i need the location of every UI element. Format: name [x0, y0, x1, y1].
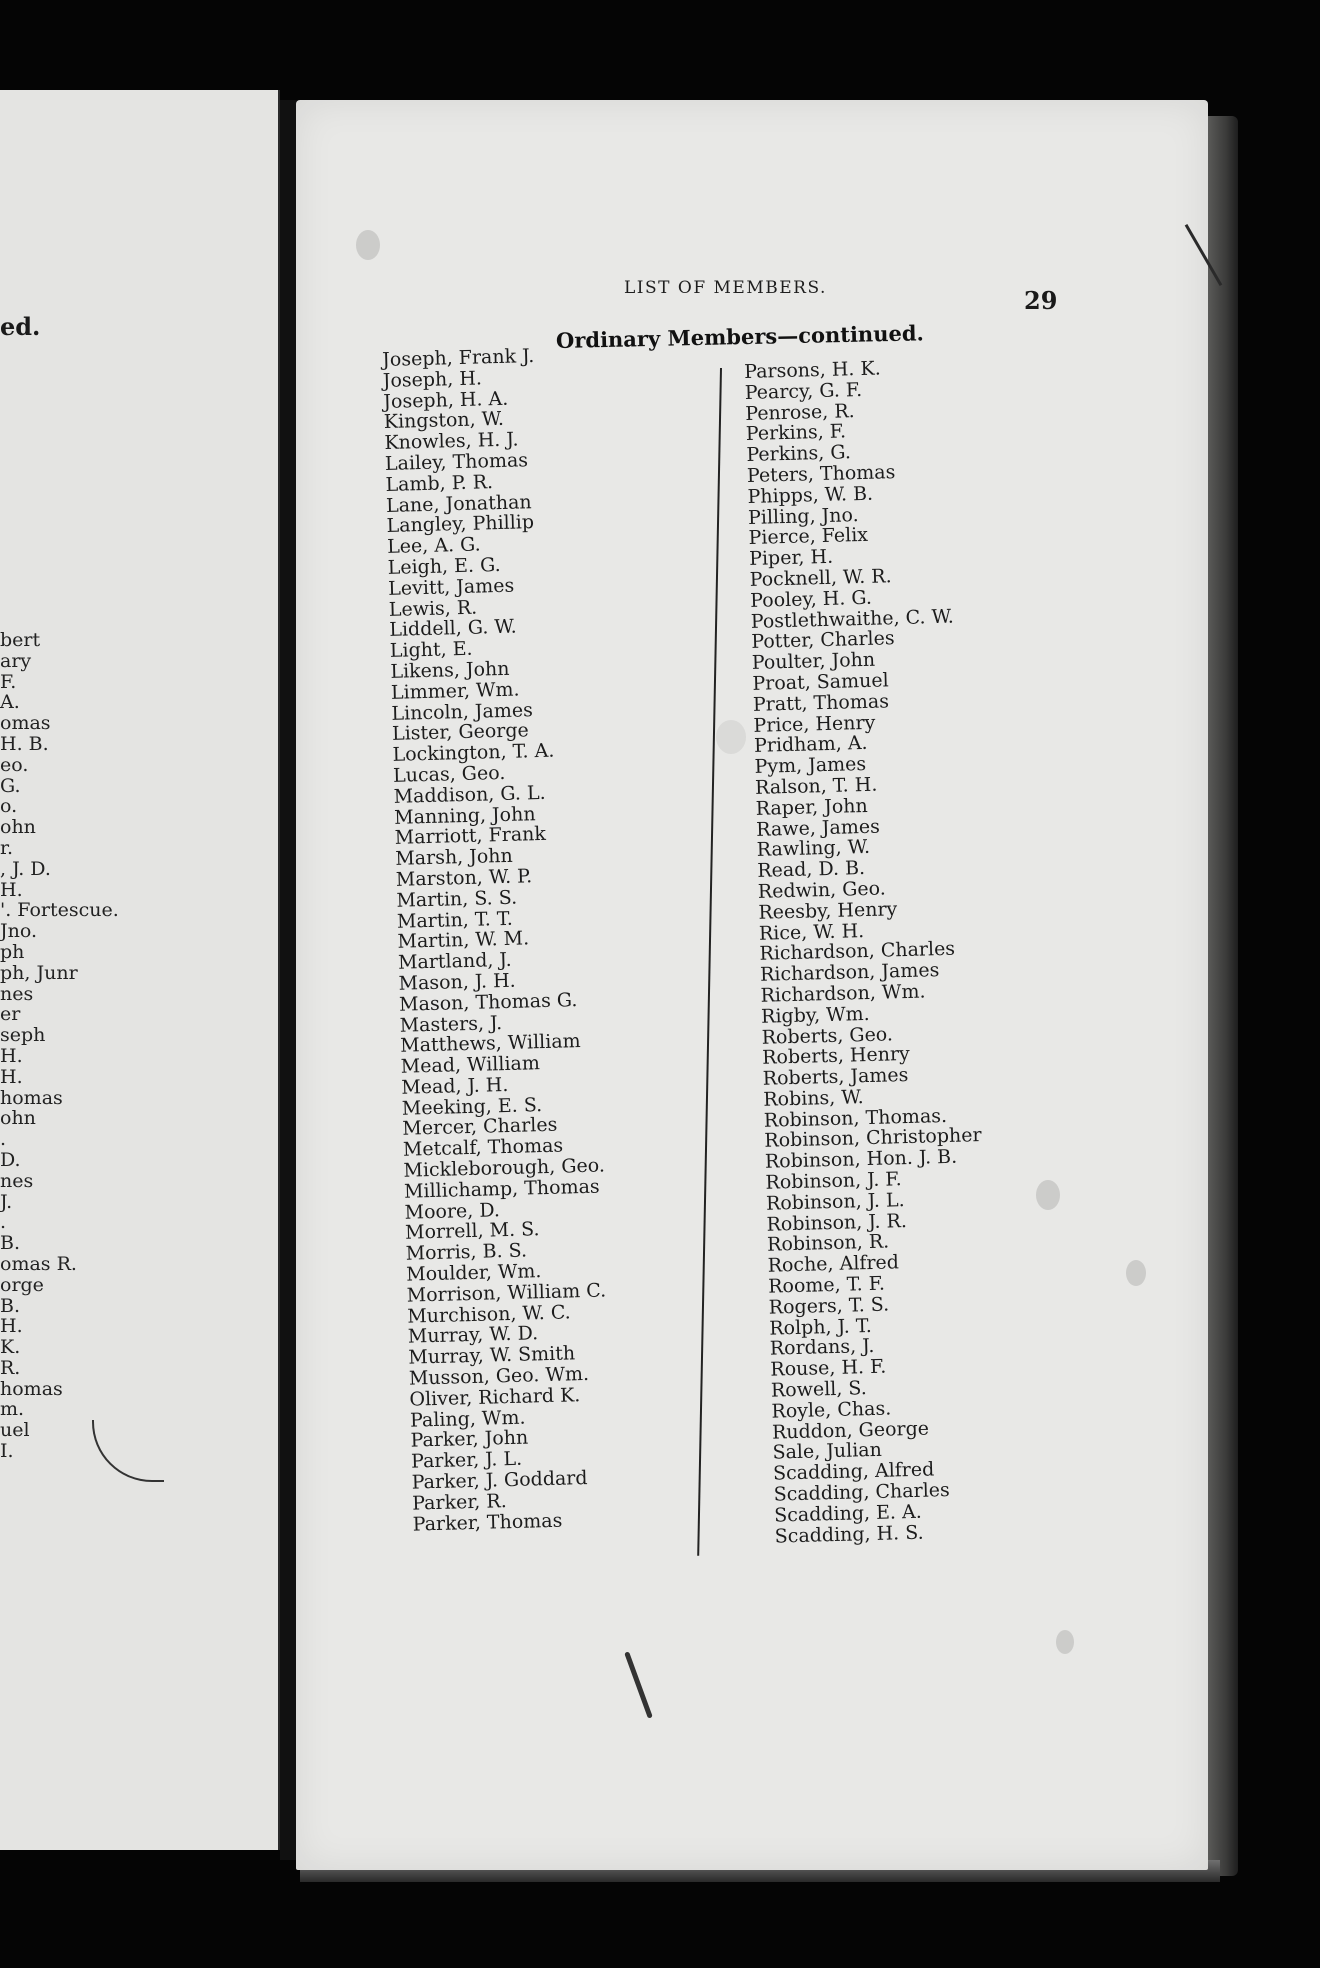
left-page-entry-fragment: ph, Junr [0, 961, 78, 984]
left-page-entry-fragment: homas [0, 1377, 63, 1400]
left-page-entry-fragment: '. Fortescue. [0, 899, 119, 922]
member-entry: Musson, Geo. Wm. [408, 1362, 590, 1390]
member-entry: Perkins, G. [746, 441, 852, 467]
left-page-entry-fragment: . [0, 1211, 7, 1234]
member-entry: Matthews, William [399, 1030, 581, 1058]
paper-stain [1056, 1630, 1074, 1654]
member-entry: Potter, Charles [751, 627, 895, 654]
left-page-entry-fragment: H. [0, 878, 23, 901]
left-page-entry-fragment: o. [0, 795, 18, 818]
left-page-entry-fragment: G. [0, 774, 21, 797]
member-entry: Pearcy, G. F. [744, 378, 863, 404]
left-page-entry-fragment: ohn [0, 1107, 36, 1130]
left-page-entry-fragment: B. [0, 1294, 21, 1317]
member-entry: Mercer, Charles [402, 1114, 558, 1141]
page-edge [1208, 116, 1238, 1876]
left-page-entry-fragment: R. [0, 1356, 21, 1379]
member-entry: Redwin, Geo. [757, 877, 887, 903]
member-entry: Parsons, H. K. [743, 357, 881, 383]
member-entry: Rice, W. H. [758, 919, 865, 945]
member-entry: Sale, Julian [772, 1439, 883, 1465]
paper-stain [716, 720, 746, 754]
member-entry: Pratt, Thomas [752, 690, 890, 716]
member-entry: Mead, J. H. [401, 1073, 509, 1099]
member-entry: Millichamp, Thomas [403, 1175, 600, 1203]
left-page-entry-fragment: ary [0, 649, 32, 672]
left-page-entry-fragment: H. B. [0, 732, 49, 755]
left-page-entry-fragment: omas [0, 712, 51, 735]
member-entry: Parker, J. L. [410, 1447, 523, 1473]
member-entry: Maddison, G. L. [393, 781, 546, 808]
left-page-entry-fragment: F. [0, 670, 17, 693]
left-page-entry-fragment: Jno. [0, 920, 37, 943]
left-page-entry-fragment: eo. [0, 753, 29, 776]
member-entry: Parker, Thomas [412, 1509, 563, 1536]
left-page-entry-fragment: bert [0, 629, 41, 651]
paper-stain [1036, 1180, 1060, 1210]
member-entry: Richardson, Charles [759, 937, 956, 966]
member-column-right [744, 356, 992, 1547]
left-page-entry-fragment: H. [0, 1065, 23, 1088]
left-page-entry-fragment: er [0, 1003, 21, 1026]
member-entry: Mickleborough, Geo. [403, 1154, 606, 1182]
member-entry: Phipps, W. B. [747, 482, 874, 508]
left-page-entry-fragment: D. [0, 1148, 21, 1171]
right-page [296, 100, 1208, 1870]
member-entry: Rogers, T. S. [768, 1293, 890, 1319]
member-entry: Roome, T. F. [767, 1272, 886, 1298]
member-entry: Richardson, Wm. [760, 980, 926, 1007]
member-entry: Kingston, W. [383, 408, 505, 434]
member-entry: Morrell, M. S. [404, 1218, 540, 1245]
left-page-entry-fragment: K. [0, 1336, 21, 1359]
member-entry: Poulter, John [751, 648, 876, 675]
member-entry: Paling, Wm. [409, 1406, 526, 1432]
left-page-entry-fragment: ph [0, 940, 25, 963]
member-entry: Masters, J. [399, 1011, 503, 1037]
member-entry: Rouse, H. F. [770, 1355, 887, 1381]
left-page-entries [0, 630, 280, 1462]
member-entry: Ruddon, George [771, 1417, 930, 1444]
member-entry: Parker, John [410, 1426, 529, 1453]
member-entry: Pym, James [754, 753, 867, 778]
member-entry: Limmer, Wm. [390, 678, 520, 704]
member-entry: Marston, W. P. [395, 865, 533, 891]
member-entry: Martland, J. [397, 948, 512, 974]
left-page-entry-fragment: homas [0, 1086, 63, 1109]
member-entry: Penrose, R. [745, 399, 855, 425]
member-column-left [382, 345, 614, 1535]
left-page-entry-fragment: . [0, 1128, 7, 1151]
member-entry: Pooley, H. G. [749, 586, 873, 612]
member-entry: Murchison, W. C. [407, 1301, 571, 1328]
member-entry: Lane, Jonathan [385, 490, 532, 517]
left-page-entry-fragment: nes [0, 1169, 34, 1192]
member-entry: Rordans, J. [769, 1335, 875, 1361]
member-entry: Langley, Phillip [386, 511, 535, 538]
member-entry: Martin, S. S. [396, 886, 518, 912]
left-page-heading-fragment: ed. [0, 312, 41, 341]
member-entry: Lailey, Thomas [384, 449, 529, 475]
member-entry: Roberts, Geo. [761, 1022, 894, 1049]
left-page-fragment [0, 90, 280, 1850]
member-entry: Marsh, John [395, 844, 514, 870]
member-entry: Mead, William [400, 1052, 541, 1078]
left-page-entry-fragment: ohn [0, 816, 36, 839]
member-entry: Parker, R. [411, 1489, 507, 1515]
member-entry: Manning, John [393, 802, 536, 829]
member-entry: Marriott, Frank [394, 823, 547, 850]
paper-stain [356, 230, 380, 260]
member-entry: Roche, Alfred [767, 1251, 900, 1277]
member-entry: Likens, John [390, 657, 510, 683]
member-entry: Rawling, W. [756, 836, 871, 862]
column-divider [697, 368, 722, 1556]
page-number: 29 [1024, 286, 1058, 315]
member-entry: Postlethwaithe, C. W. [750, 605, 955, 633]
member-entry: Piper, H. [748, 545, 834, 571]
member-entry: Murray, W. D. [407, 1322, 539, 1349]
member-entry: Pierce, Felix [748, 524, 869, 550]
member-entry: Lucas, Geo. [392, 761, 506, 787]
member-entry: Robinson, J. R. [766, 1209, 908, 1236]
member-entry: Rowell, S. [770, 1377, 868, 1402]
member-entry: Leigh, E. G. [387, 553, 501, 579]
member-entry: Pridham, A. [753, 732, 868, 758]
member-entry: Lewis, R. [388, 596, 478, 621]
left-page-entry-fragment: A. [0, 691, 20, 714]
member-entry: Robinson, Hon. J. B. [764, 1145, 958, 1174]
member-entry: Moore, D. [404, 1198, 501, 1224]
running-head: LIST OF MEMBERS. [624, 278, 827, 298]
member-entry: Parker, J. Goddard [411, 1467, 588, 1494]
left-page-entry-fragment: seph [0, 1024, 46, 1047]
member-entry: Knowles, H. J. [384, 428, 519, 455]
member-entry: Joseph, H. [382, 367, 483, 392]
left-page-entry-fragment: r. [0, 836, 14, 859]
member-entry: Lockington, T. A. [392, 739, 555, 766]
left-page-entry-fragment: , J. D. [0, 857, 51, 880]
left-page-entry-fragment: H. [0, 1044, 23, 1067]
member-entry: Meeking, E. S. [401, 1093, 543, 1120]
member-entry: Richardson, James [759, 959, 940, 986]
left-page-entry-fragment: orge [0, 1273, 44, 1296]
member-entry: Roberts, Henry [761, 1043, 911, 1070]
member-entry: Roberts, James [762, 1064, 909, 1090]
left-page-entry-fragment: nes [0, 982, 34, 1005]
left-page-entry-fragment: J. [0, 1190, 13, 1213]
member-entry: Light, E. [389, 637, 473, 663]
left-page-entry-fragment: uel [0, 1419, 30, 1442]
member-entry: Proat, Samuel [752, 669, 889, 695]
left-page-entry-fragment: omas R. [0, 1252, 77, 1275]
ink-mark [624, 1651, 653, 1718]
member-entry: Joseph, Frank J. [381, 345, 535, 371]
member-entry: Royle, Chas. [771, 1397, 892, 1423]
member-entry: Martin, T. T. [396, 907, 513, 933]
section-heading: Ordinary Members—continued. [555, 320, 925, 353]
member-entry: Morris, B. S. [405, 1239, 528, 1265]
pen-mark [92, 1420, 164, 1482]
member-entry: Robins, W. [763, 1086, 864, 1111]
member-entry: Peters, Thomas [746, 461, 896, 487]
member-entry: Joseph, H. A. [383, 387, 509, 413]
member-entry: Oliver, Richard K. [409, 1384, 581, 1411]
member-entry: Scadding, Alfred [772, 1458, 935, 1485]
member-entry: Metcalf, Thomas [402, 1134, 564, 1162]
member-entry: Scadding, H. S. [774, 1521, 924, 1548]
member-entry: Ralson, T. H. [754, 773, 878, 799]
member-entry: Robinson, J. F. [765, 1168, 902, 1194]
member-entry: Perkins, F. [745, 420, 847, 446]
member-entry: Lee, A. G. [386, 533, 481, 559]
member-entry: Morrison, William C. [406, 1279, 607, 1307]
member-entry: Robinson, J. L. [765, 1188, 905, 1215]
member-entry: Martin, W. M. [397, 927, 530, 954]
member-entry: Rolph, J. T. [769, 1314, 873, 1340]
member-entry: Mason, Thomas G. [398, 988, 578, 1016]
member-entry: Mason, J. H. [398, 969, 516, 995]
member-entry: Raper, John [755, 794, 869, 820]
paper-stain [1126, 1260, 1146, 1286]
member-entry: Price, Henry [753, 711, 876, 737]
member-entry: Lister, George [391, 719, 530, 746]
member-entry: Read, D. B. [757, 857, 866, 882]
member-entry: Robinson, R. [766, 1230, 890, 1257]
left-page-entry-fragment: H. [0, 1315, 23, 1338]
member-entry: Rawe, James [755, 815, 881, 841]
member-entry: Moulder, Wm. [405, 1260, 542, 1286]
member-entry: Levitt, James [387, 574, 515, 600]
member-entry: Reesby, Henry [758, 897, 898, 924]
left-page-entry-fragment: B. [0, 1232, 21, 1255]
member-entry: Pilling, Jno. [747, 503, 859, 529]
member-entry: Scadding, Charles [773, 1479, 951, 1506]
member-entry: Murray, W. Smith [408, 1342, 576, 1369]
left-page-entry-fragment: m. [0, 1398, 25, 1421]
member-entry: Pocknell, W. R. [749, 565, 892, 591]
member-entry: Robinson, Thomas. [763, 1104, 948, 1132]
member-entry: Robinson, Christopher [764, 1124, 982, 1153]
member-entry: Lamb, P. R. [385, 470, 494, 496]
left-page-entry-fragment: I. [0, 1440, 14, 1463]
member-entry: Rigby, Wm. [760, 1002, 870, 1028]
member-entry: Scadding, E. A. [773, 1500, 923, 1527]
member-entry: Lincoln, James [391, 698, 534, 725]
member-entry: Liddell, G. W. [389, 615, 517, 642]
